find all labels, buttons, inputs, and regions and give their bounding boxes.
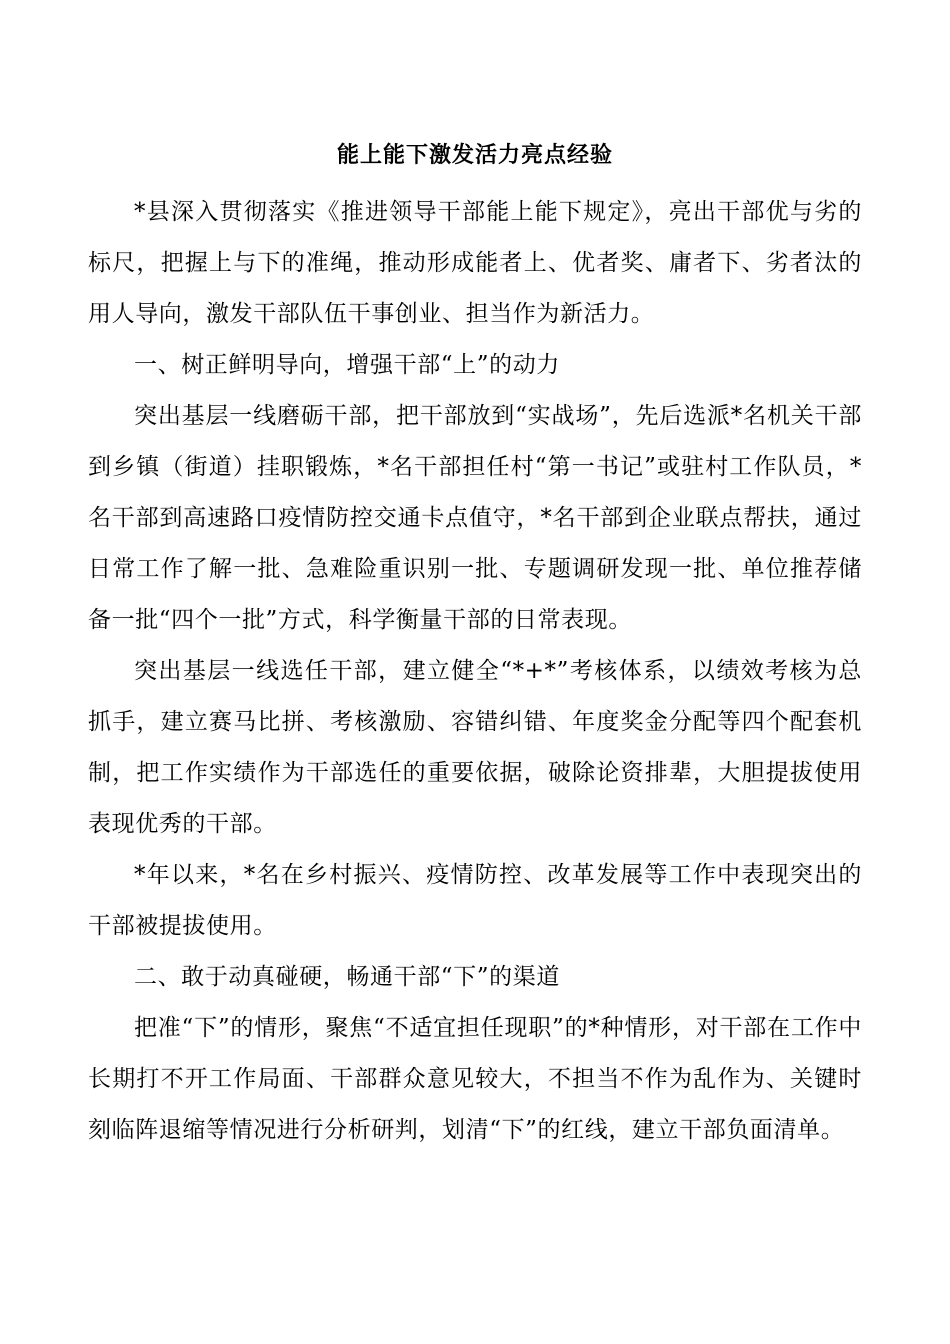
body-paragraph: 把准“下”的情形，聚焦“不适宜担任现职”的*种情形，对干部在工作中长期打不开工作局面、干部群众意见较大，不担当不作为乱作为、关键时刻临阵退缩等情况进行分析研判，划清“下”的红线，建立干部负面清单。 xyxy=(88,1015,862,1143)
body-paragraph: 突出基层一线选任干部，建立健全“*+*”考核体系，以绩效考核为总抓手，建立赛马比拼、考核激励、容错纠错、年度奖金分配等四个配套机制，把工作实绩作为干部选任的重要依据，破除论资排辈，大胆提拔使用表现优秀的干部。 xyxy=(88,658,862,837)
document-title: 能上能下激发活力亮点经验 xyxy=(336,143,613,168)
body-paragraph: 突出基层一线磨砺干部，把干部放到“实战场”，先后选派*名机关干部到乡镇（街道）挂职锻炼，*名干部担任村“第一书记”或驻村工作队员，*名干部到高速路口疫情防控交通卡点值守，*名干部到企业联点帮扶，通过日常工作了解一批、急难险重识别一批、专题调研发现一批、单位推荐储备一批“四个一批”方式，科学衡量干部的日常表现。 xyxy=(88,403,862,633)
body-paragraph: *年以来，*名在乡村振兴、疫情防控、改革发展等工作中表现突出的干部被提拔使用。 xyxy=(88,862,862,939)
intro-paragraph: *县深入贯彻落实《推进领导干部能上能下规定》，亮出干部优与劣的标尺，把握上与下的准绳，推动形成能者上、优者奖、庸者下、劣者汰的用人导向，激发干部队伍干事创业、担当作为新活力。 xyxy=(88,199,862,327)
section-heading-1: 一、树正鲜明导向，增强干部“上”的动力 xyxy=(134,352,560,378)
document-page xyxy=(88,140,862,1156)
section-heading-2: 二、敢于动真碰硬，畅通干部“下”的渠道 xyxy=(134,964,560,990)
